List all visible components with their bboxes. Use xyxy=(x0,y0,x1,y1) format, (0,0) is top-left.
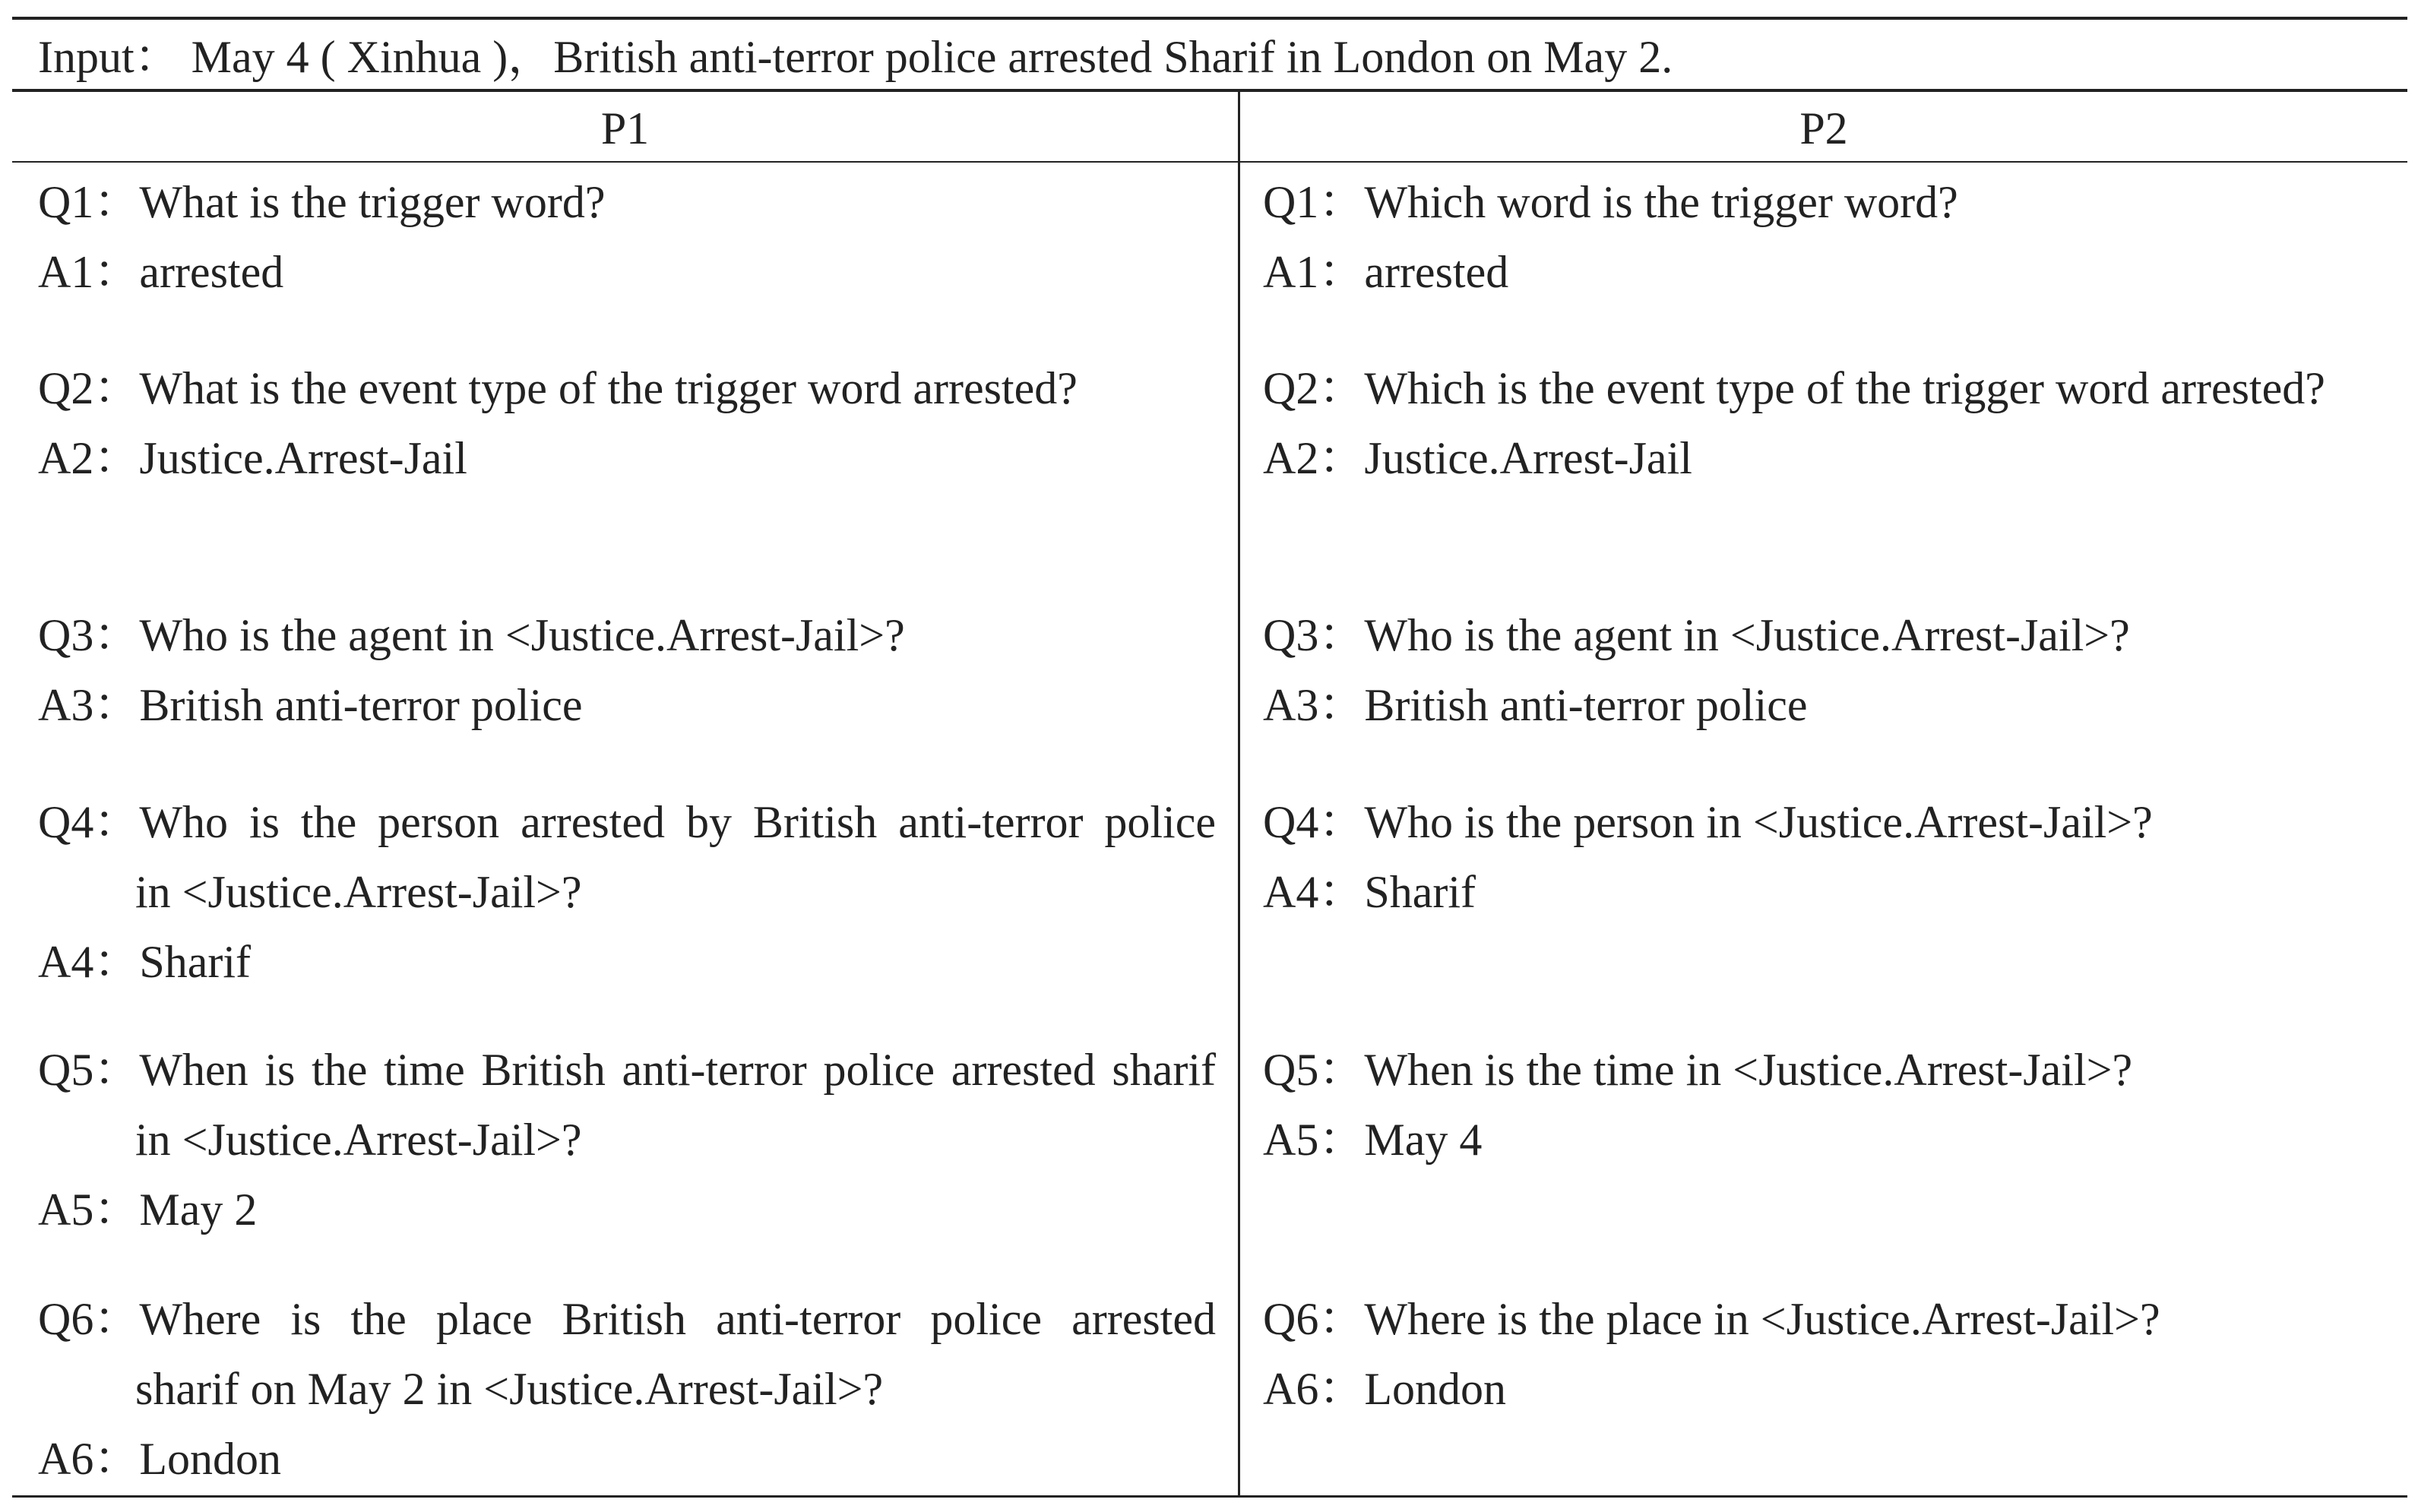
p2-column xyxy=(1263,0,2395,1512)
answer-label: A3： xyxy=(1263,680,1365,730)
answer-text: May 4 xyxy=(1364,1115,1483,1165)
qa-block-p1-5 xyxy=(38,1035,1216,1245)
question-text-continued: in <Justice.Arrest-Jail>? xyxy=(135,867,582,917)
answer-text: British anti-terror police xyxy=(139,680,583,730)
question-text: Who is the person in <Justice.Arrest-Jail>? xyxy=(1364,797,2153,847)
question-text: When is the time British anti-terror police arrested sharif xyxy=(139,1045,1216,1095)
question-text: Where is the place British anti-terror police arrested xyxy=(139,1294,1216,1344)
answer-label: A1： xyxy=(38,247,140,297)
question-label: Q5： xyxy=(38,1045,140,1095)
question-label: Q3： xyxy=(1263,610,1365,660)
answer-label: A2： xyxy=(38,433,140,483)
answer-text: London xyxy=(139,1434,281,1484)
question-label: Q6： xyxy=(1263,1294,1365,1344)
qa-block-p2-2 xyxy=(1263,353,2395,493)
answer-label: A5： xyxy=(1263,1115,1365,1165)
question-label: Q4： xyxy=(1263,797,1365,847)
answer-label: A5： xyxy=(38,1185,140,1235)
question-text: Who is the person arrested by British anti-terror police xyxy=(139,797,1216,847)
answer-label: A1： xyxy=(1263,247,1365,297)
question-text-continued: in <Justice.Arrest-Jail>? xyxy=(135,1115,582,1165)
question-label: Q5： xyxy=(1263,1045,1365,1095)
question-label: Q4： xyxy=(38,797,140,847)
input-label: Input： xyxy=(38,32,180,82)
answer-text: Sharif xyxy=(139,937,251,987)
answer-text: London xyxy=(1364,1364,1506,1414)
question-text: Where is the place in <Justice.Arrest-Jail>? xyxy=(1364,1294,2160,1344)
answer-label: A3： xyxy=(38,680,140,730)
question-text: Which word is the trigger word? xyxy=(1364,177,1958,227)
column-header-p2: P2 xyxy=(1799,103,1848,153)
answer-label: A2： xyxy=(1263,433,1365,483)
qa-block-p1-2 xyxy=(38,353,1216,493)
column-header-p1: P1 xyxy=(600,103,650,153)
answer-label: A4： xyxy=(1263,867,1365,917)
qa-block-p2-3 xyxy=(1263,600,2395,740)
question-text: Who is the agent in <Justice.Arrest-Jail>? xyxy=(1364,610,2130,660)
answer-text: arrested xyxy=(139,247,284,297)
qa-block-p1-1 xyxy=(38,167,1216,307)
question-text: What is the event type of the trigger word arrested? xyxy=(139,363,1078,413)
answer-text: British anti-terror police xyxy=(1364,680,1808,730)
answer-text: Sharif xyxy=(1364,867,1476,917)
question-text: What is the trigger word? xyxy=(139,177,606,227)
question-label: Q3： xyxy=(38,610,140,660)
question-text: Who is the agent in <Justice.Arrest-Jail>? xyxy=(139,610,905,660)
question-text: Which is the event type of the trigger word arrested? xyxy=(1364,363,2325,413)
question-text: When is the time in <Justice.Arrest-Jail>? xyxy=(1364,1045,2133,1095)
qa-block-p2-4 xyxy=(1263,787,2395,927)
p1-column xyxy=(38,0,1216,1512)
question-label: Q6： xyxy=(38,1294,140,1344)
answer-text: Justice.Arrest-Jail xyxy=(139,433,467,483)
input-text: May 4 ( Xinhua )，British anti-terror police arrested Sharif in London on May 2. xyxy=(191,32,1673,82)
question-label: Q2： xyxy=(1263,363,1365,413)
answer-label: A6： xyxy=(1263,1364,1365,1414)
qa-block-p2-1 xyxy=(1263,167,2395,307)
question-text-continued: sharif on May 2 in <Justice.Arrest-Jail>? xyxy=(135,1364,884,1414)
question-label: Q1： xyxy=(38,177,140,227)
qa-block-p1-4 xyxy=(38,787,1216,997)
question-label: Q1： xyxy=(1263,177,1365,227)
qa-block-p2-5 xyxy=(1263,1035,2395,1175)
question-label: Q2： xyxy=(38,363,140,413)
answer-text: arrested xyxy=(1364,247,1509,297)
qa-block-p2-6 xyxy=(1263,1284,2395,1424)
column-divider xyxy=(1238,92,1240,1496)
answer-text: May 2 xyxy=(139,1185,258,1235)
answer-text: Justice.Arrest-Jail xyxy=(1364,433,1692,483)
answer-label: A4： xyxy=(38,937,140,987)
answer-label: A6： xyxy=(38,1434,140,1484)
qa-block-p1-6 xyxy=(38,1284,1216,1494)
qa-block-p1-3 xyxy=(38,600,1216,740)
